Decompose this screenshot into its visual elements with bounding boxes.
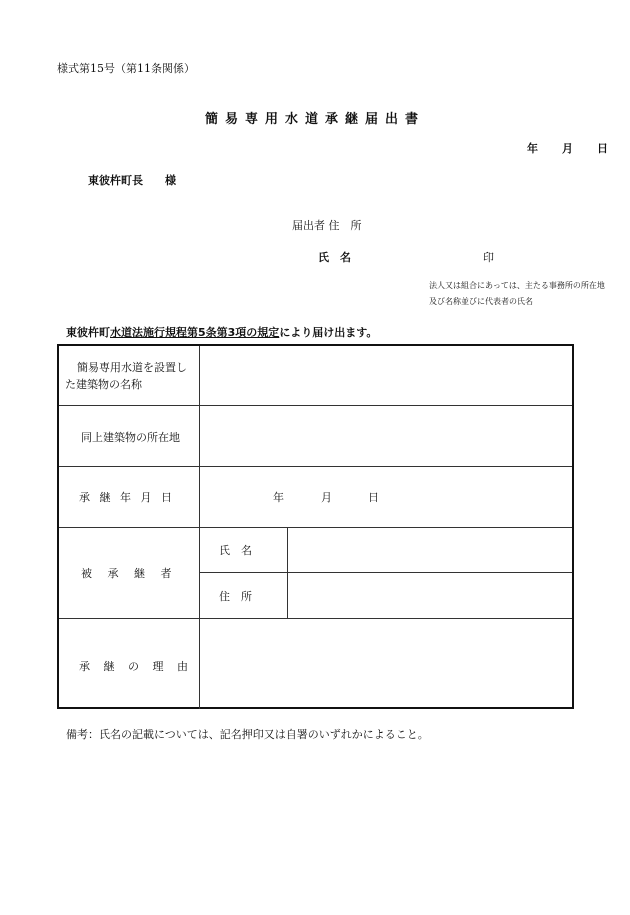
column-divider bbox=[287, 527, 288, 618]
row-divider bbox=[59, 618, 572, 619]
succession-year-label: 年 bbox=[273, 491, 284, 504]
form-table bbox=[57, 344, 574, 709]
building-name-field[interactable] bbox=[202, 348, 572, 403]
predecessor-name-label: 氏 名 bbox=[219, 544, 252, 557]
footnote: 備考：氏名の記載については、記名押印又は自署のいずれかによること。 bbox=[66, 728, 429, 741]
statement-prefix: 東彼杵町 bbox=[66, 326, 110, 339]
predecessor-label: 被 承 継 者 bbox=[81, 567, 178, 580]
reason-field[interactable] bbox=[202, 621, 572, 706]
reason-label: 承 継 の 理 由 bbox=[79, 660, 193, 673]
row-divider bbox=[59, 405, 572, 406]
succession-day-label: 日 bbox=[368, 491, 379, 504]
predecessor-address-label: 住 所 bbox=[219, 590, 252, 603]
form-number: 様式第15号（第11条関係） bbox=[57, 62, 195, 75]
building-name-label-line1: 簡易専用水道を設置し bbox=[77, 361, 187, 374]
predecessor-address-field[interactable] bbox=[290, 575, 572, 615]
document-title: 簡易専用水道承継届出書 bbox=[204, 112, 425, 127]
predecessor-name-field[interactable] bbox=[290, 530, 572, 570]
applicant-address-label: 届出者 住 所 bbox=[292, 219, 362, 232]
column-divider bbox=[199, 346, 200, 709]
succession-month-label: 月 bbox=[321, 491, 332, 504]
succession-date-field[interactable] bbox=[202, 469, 572, 524]
addressee-honorific: 様 bbox=[165, 174, 176, 187]
succession-date-label: 承 継 年 月 日 bbox=[79, 491, 175, 504]
building-location-label: 同上建築物の所在地 bbox=[81, 431, 180, 444]
date-month-label: 月 bbox=[562, 142, 573, 155]
statement bbox=[66, 324, 377, 340]
seal-mark: 印 bbox=[483, 251, 494, 264]
corporate-note-line1: 法人又は組合にあっては、主たる事務所の所在地 bbox=[429, 281, 605, 290]
addressee-name: 東彼杵町長 bbox=[88, 174, 143, 187]
building-location-field[interactable] bbox=[202, 408, 572, 463]
building-name-label-line2: た建築物の名称 bbox=[65, 378, 142, 391]
row-divider bbox=[59, 466, 572, 467]
row-divider bbox=[59, 527, 572, 528]
date-day-label: 日 bbox=[597, 142, 608, 155]
addressee bbox=[88, 172, 176, 188]
applicant-name-label: 氏 名 bbox=[318, 251, 351, 264]
row-divider bbox=[199, 572, 572, 573]
date-line bbox=[500, 140, 608, 156]
corporate-note-line2: 及び名称並びに代表者の氏名 bbox=[429, 297, 533, 306]
date-year-label: 年 bbox=[527, 142, 538, 155]
statement-suffix: により届け出ます。 bbox=[279, 326, 378, 339]
statement-regulation: 水道法施行規程第5条第3項の規定 bbox=[110, 326, 280, 339]
